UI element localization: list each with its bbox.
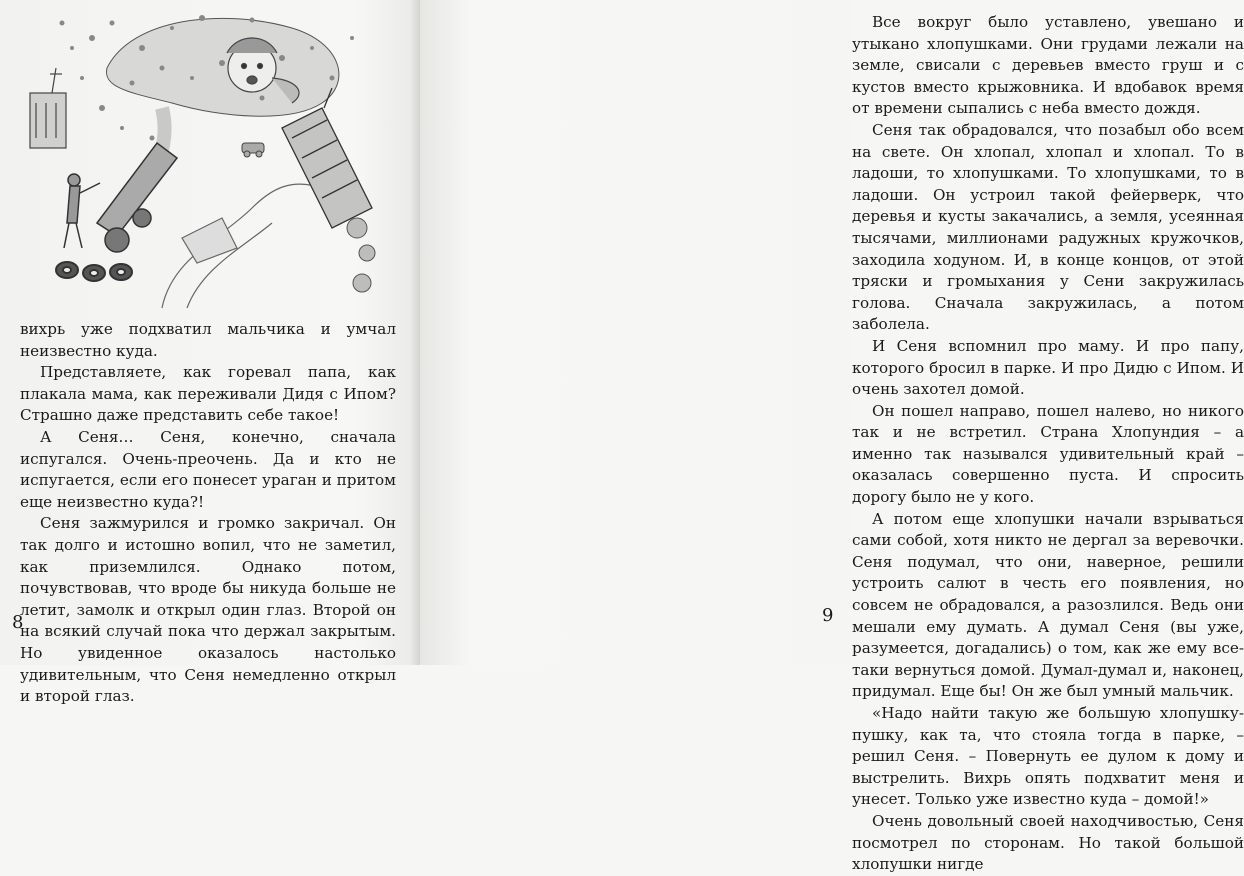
left-page-text (20, 319, 396, 708)
paragraph: «Надо найти такую же большую хлопушку-пушку, как та, что стояла тогда в парке, – решил Сеня. – Повернуть ее дулом к дому и выстрелить. Вихрь опять подхватит меня и унесет. Только уже известно куда – домой!» (852, 704, 1244, 809)
paragraph: И Сеня вспомнил про маму. И про папу, которого бросил в парке. И про Дидю с Ипом. И очень захотел домой. (852, 336, 1244, 399)
illustration-boy-in-whirlwind (22, 8, 382, 308)
left-page (0, 0, 420, 706)
paragraph: вихрь уже подхватил мальчика и умчал неизвестно куда. (20, 320, 396, 360)
paragraph: А Сеня… Сеня, конечно, сначала испугался. Очень-преочень. Да и кто не испугается, если его понесет ураган и притом еще неизвестно куда?! (20, 427, 396, 511)
paragraph: Представляете, как горевал папа, как плакала мама, как переживали Дидя с Ипом? Страшно даже представить себе такое! (20, 363, 396, 425)
page-number-left: 8 (12, 612, 24, 633)
right-page-text (852, 12, 1244, 876)
paragraph: А потом еще хлопушки начали взрываться сами собой, хотя никто не дергал за веревочки. Сеня подумал, что они, наверное, решили устроить салют в честь его появления, но совсем не обрадовался, а разозлился. Ведь они мешали ему думать. А думал Сеня (вы уже, разумеется, догадались) о том, как же ему все-таки вернуться домой. Думал-думал и, наконец, придумал. Еще бы! Он же был умный мальчик. (852, 509, 1244, 701)
right-page (420, 0, 1244, 874)
paragraph: Сеня зажмурился и громко закричал. Он так долго и истошно вопил, что не заметил, как приземлился. Однако потом, почувствовав, что вроде бы никуда больше не летит, замолк и открыл один глаз. Второй он на всякий случай пока что держал закрытым. Но увиденное оказалось настолько удивительным, что Сеня немедленно открыл и второй глаз. (20, 514, 396, 706)
paragraph: Он пошел направо, пошел налево, но никого так и не встретил. Страна Хлопундия – а именно так назывался удивительный край – оказалась совершенно пуста. И спросить дорогу было не у кого. (852, 401, 1244, 507)
paragraph: Сеня так обрадовался, что позабыл обо всем на свете. Он хлопал, хлопал и хлопал. То в ладоши, то хлопушками. То хлопушками, то в ладоши. Он устроил такой фейерверк, что деревья и кусты закачались, а земля, усеянная тысячами, миллионами радужных кружочков, заходила ходуном. И, в конце концов, от этой тряски и громыхания у Сени закружилась голова. Сначала закружилась, а потом заболела. (852, 120, 1244, 334)
paragraph: Очень довольный своей находчивостью, Сеня посмотрел по сторонам. Но такой большой хлопушки нигде (852, 811, 1244, 874)
paragraph: Все вокруг было уставлено, увешано и утыкано хлопушками. Они грудами лежали на земле, свисали с деревьев вместо груш и с кустов вместо крыжовника. И вдобавок время от времени сыпались с неба вместо дождя. (852, 13, 1244, 118)
page-number-right: 9 (822, 605, 834, 626)
